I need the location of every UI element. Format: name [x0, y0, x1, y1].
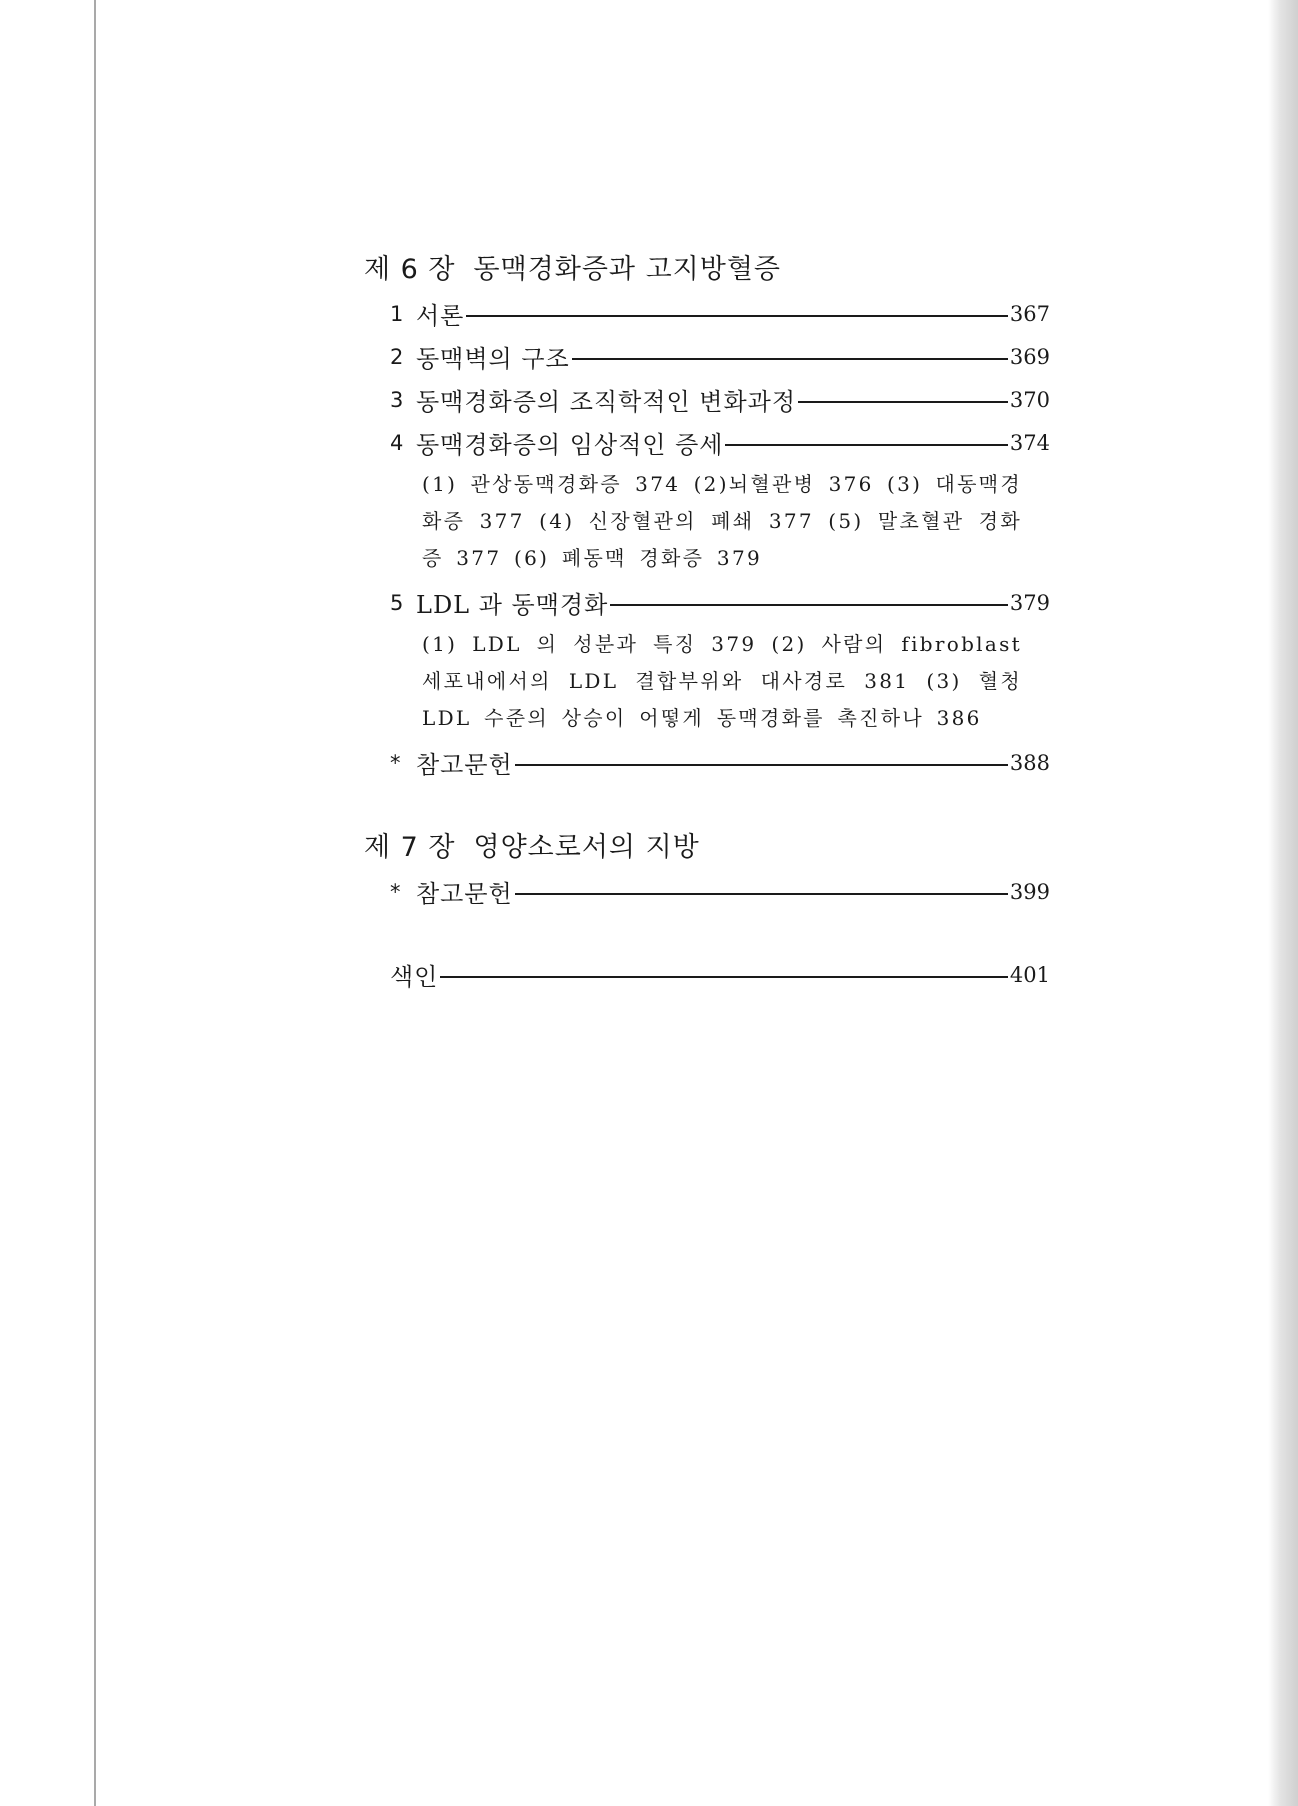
spacer [360, 784, 1050, 826]
entry-page: 367 [1009, 301, 1050, 326]
entry-title: 동맥벽의 구조 [416, 345, 570, 373]
entry-page: 388 [1009, 750, 1050, 775]
toc-entry[interactable] [360, 581, 1050, 624]
subsection-list-5: (1) LDL 의 성분과 특징 379 (2) 사람의 fibroblast 세포내에서의 LDL 결합부위와 대사경로 381 (3) 혈청 LDL 수준의 상승이 어떻게 동맥경화를 촉진하나 386 [422, 632, 1022, 730]
asterisk-marker: * [390, 750, 401, 775]
table-of-contents [360, 248, 1050, 996]
subsection-list-4: (1) 관상동맥경화증 374 (2)뇌혈관병 376 (3) 대동맥경화증 377 (4) 신장혈관의 폐쇄 377 (5) 말초혈관 경화증 377 (6) 폐동맥 경화증 379 [422, 472, 1022, 570]
entry-number: 5 [390, 590, 404, 615]
entry-page: 369 [1009, 344, 1050, 369]
dot-leader [466, 315, 1008, 317]
dot-leader [515, 893, 1008, 895]
chapter-7-label: 제 7 장 [364, 832, 456, 863]
toc-entry-references[interactable] [360, 741, 1050, 784]
entry-number: 1 [390, 301, 404, 326]
asterisk-marker: * [390, 879, 401, 904]
dot-leader [798, 401, 1008, 403]
entry-title: 참고문헌 [416, 880, 513, 908]
entry-title: 색인 [390, 963, 439, 991]
entry-title: 동맥경화증의 조직학적인 변화과정 [416, 388, 797, 416]
page-edge-line [94, 0, 96, 1806]
chapter-7-heading [364, 826, 1050, 870]
chapter-6-title: 동맥경화증과 고지방혈증 [473, 254, 781, 285]
entry-title: LDL 과 동맥경화 [416, 591, 609, 619]
toc-entry-references[interactable] [360, 870, 1050, 913]
toc-entry-index[interactable] [360, 953, 1050, 996]
entry-number: 4 [390, 430, 404, 455]
entry-page: 370 [1009, 387, 1050, 412]
entry-title: 서론 [416, 302, 465, 330]
entry-page: 401 [1009, 962, 1050, 987]
chapter-7-title: 영양소로서의 지방 [473, 832, 700, 863]
toc-entry[interactable] [360, 378, 1050, 421]
entry-page: 399 [1009, 879, 1050, 904]
toc-entry[interactable] [360, 421, 1050, 464]
entry-title: 참고문헌 [416, 751, 513, 779]
entry-number: 2 [390, 344, 404, 369]
entry-number: 3 [390, 387, 404, 412]
dot-leader [572, 358, 1008, 360]
dot-leader [725, 444, 1007, 446]
entry-page: 379 [1009, 590, 1050, 615]
page-edge-shadow [1268, 0, 1298, 1806]
spacer [360, 913, 1050, 953]
toc-entry[interactable] [360, 335, 1050, 378]
dot-leader [610, 604, 1008, 606]
toc-entry[interactable] [360, 292, 1050, 335]
entry-page: 374 [1009, 430, 1050, 455]
dot-leader [440, 976, 1008, 978]
chapter-6-heading [364, 248, 1050, 292]
chapter-6-label: 제 6 장 [364, 254, 456, 285]
entry-title: 동맥경화증의 임상적인 증세 [416, 431, 724, 459]
dot-leader [515, 764, 1008, 766]
